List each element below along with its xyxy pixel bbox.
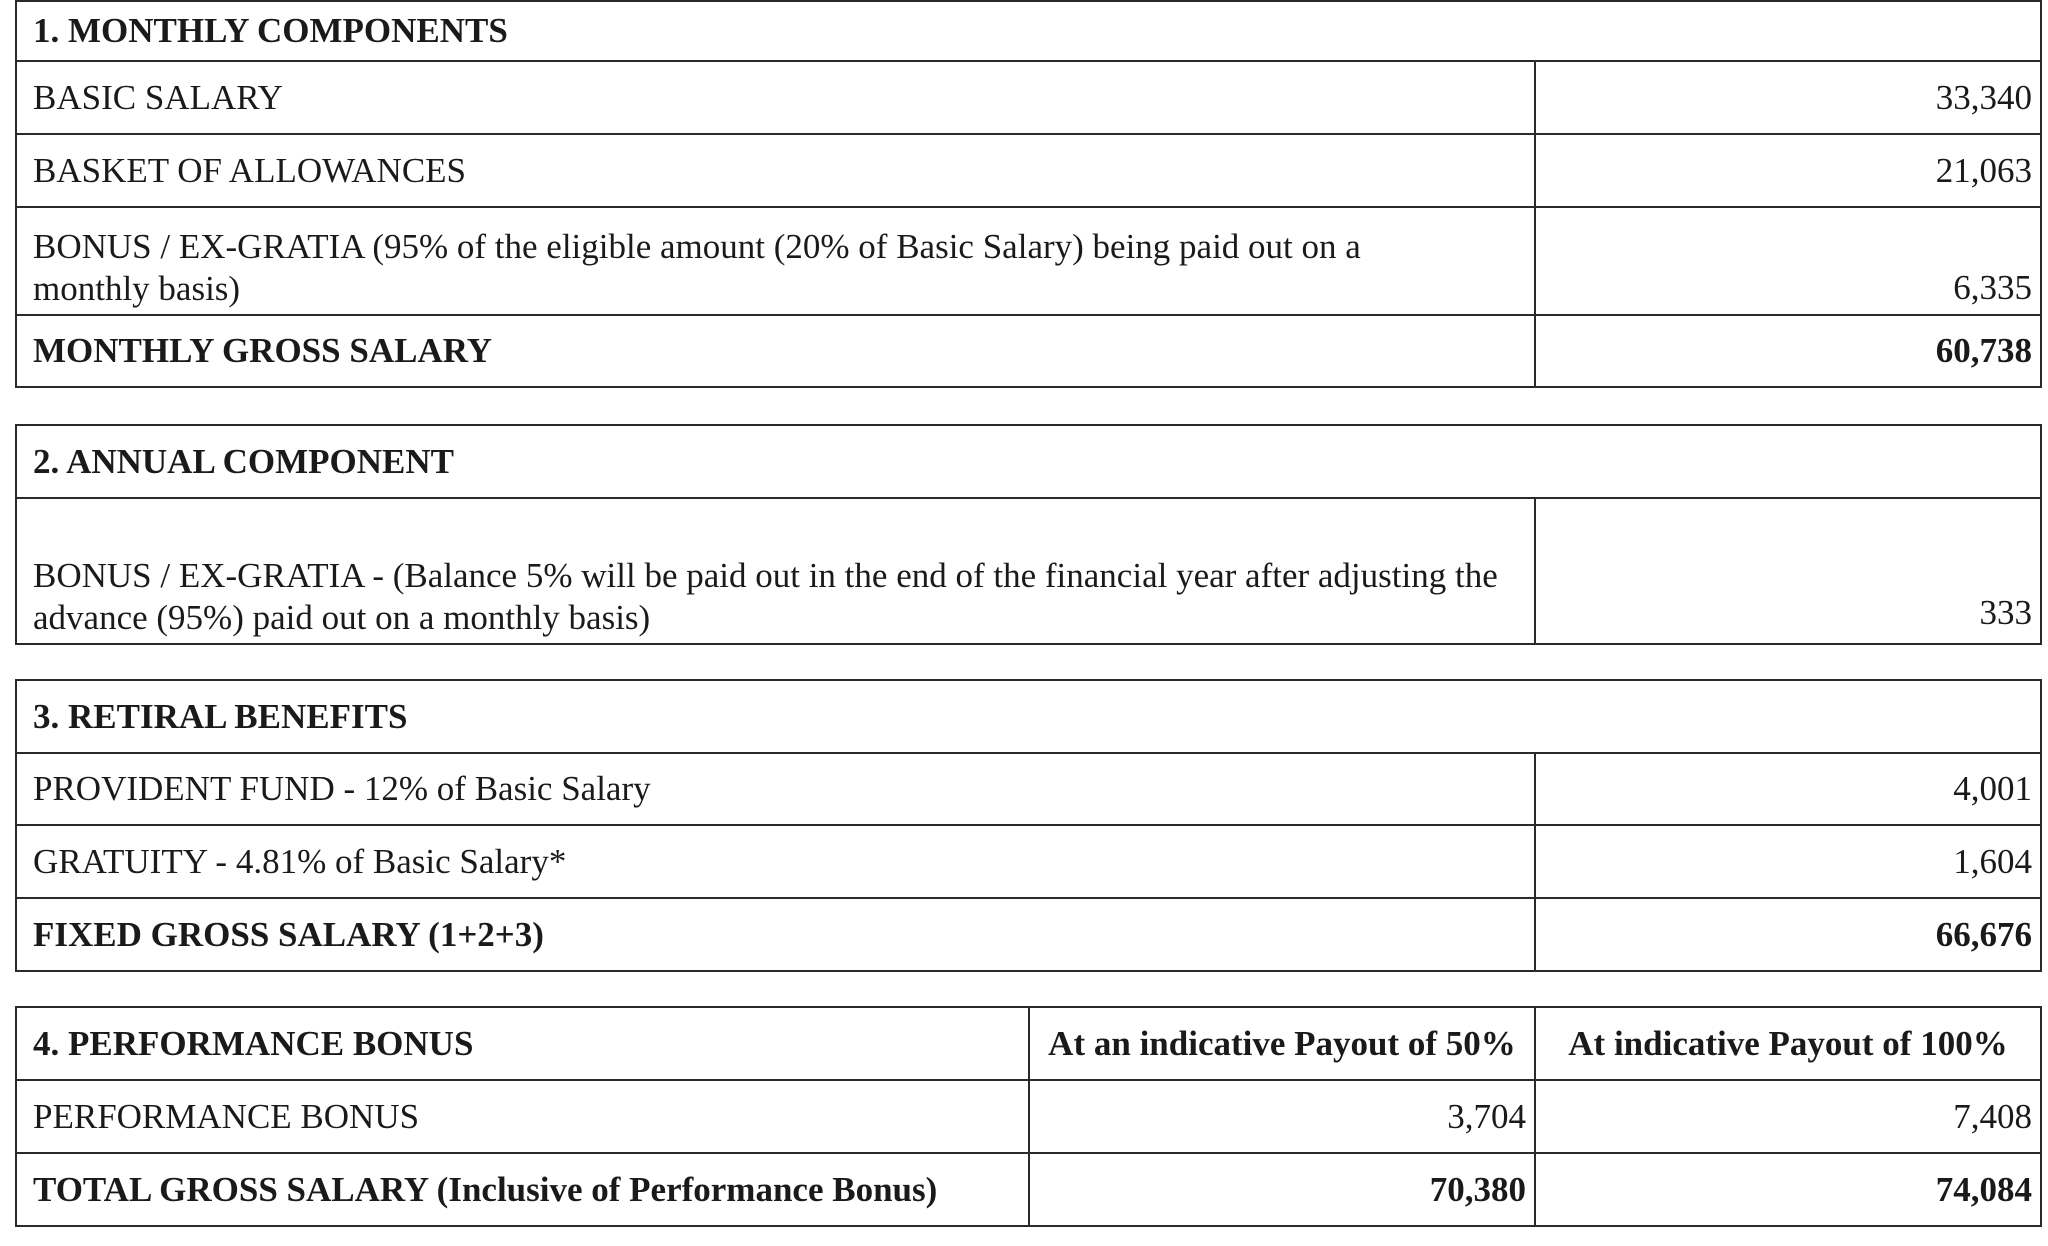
table-row (16, 61, 2041, 134)
column-header-payout-50: At an indicative Payout of 50% (1029, 1007, 1535, 1080)
row-value-provident-fund: 4,001 (1535, 753, 2041, 825)
annual-component-table (15, 424, 2042, 645)
row-value-performance-bonus-50: 3,704 (1029, 1080, 1535, 1153)
row-value-bonus-monthly: 6,335 (1535, 207, 2041, 315)
monthly-components-table (15, 0, 2042, 388)
row-value-basket-allowances: 21,063 (1535, 134, 2041, 207)
performance-bonus-table (15, 1006, 2042, 1227)
row-value-gratuity: 1,604 (1535, 825, 2041, 898)
row-value-bonus-annual: 333 (1535, 498, 2041, 644)
row-value-performance-bonus-100: 7,408 (1535, 1080, 2041, 1153)
table-row (16, 753, 2041, 825)
table-row-total (16, 898, 2041, 971)
retiral-benefits-table (15, 679, 2042, 972)
table-row (16, 207, 2041, 315)
row-label-provident-fund: PROVIDENT FUND - 12% of Basic Salary (16, 753, 1535, 825)
section-header-monthly: 1. MONTHLY COMPONENTS (16, 1, 2041, 61)
total-value-fixed-gross: 66,676 (1535, 898, 2041, 971)
row-value-basic-salary: 33,340 (1535, 61, 2041, 134)
total-value-total-gross-100: 74,084 (1535, 1153, 2041, 1226)
total-label-fixed-gross: FIXED GROSS SALARY (1+2+3) (16, 898, 1535, 971)
total-label-monthly-gross: MONTHLY GROSS SALARY (16, 315, 1535, 387)
row-label-bonus-annual: BONUS / EX-GRATIA - (Balance 5% will be paid out in the end of the financial year after adjusting the advance (95%) paid out on a monthly basis) (16, 498, 1535, 644)
section-header-annual: 2. ANNUAL COMPONENT (16, 425, 2041, 498)
table-row (16, 1080, 2041, 1153)
row-label-performance-bonus: PERFORMANCE BONUS (16, 1080, 1029, 1153)
table-row-total (16, 1153, 2041, 1226)
total-value-monthly-gross: 60,738 (1535, 315, 2041, 387)
row-label-gratuity: GRATUITY - 4.81% of Basic Salary* (16, 825, 1535, 898)
section-header-retiral: 3. RETIRAL BENEFITS (16, 680, 2041, 753)
table-row (16, 134, 2041, 207)
total-value-total-gross-50: 70,380 (1029, 1153, 1535, 1226)
section-header-performance: 4. PERFORMANCE BONUS (16, 1007, 1029, 1080)
column-header-payout-100: At indicative Payout of 100% (1535, 1007, 2041, 1080)
table-row-total (16, 315, 2041, 387)
table-row (16, 498, 2041, 644)
table-row (16, 825, 2041, 898)
row-label-basic-salary: BASIC SALARY (16, 61, 1535, 134)
total-label-total-gross: TOTAL GROSS SALARY (Inclusive of Performance Bonus) (16, 1153, 1029, 1226)
row-label-bonus-monthly: BONUS / EX-GRATIA (95% of the eligible amount (20% of Basic Salary) being paid out on a monthly basis) (16, 207, 1535, 315)
row-label-basket-allowances: BASKET OF ALLOWANCES (16, 134, 1535, 207)
